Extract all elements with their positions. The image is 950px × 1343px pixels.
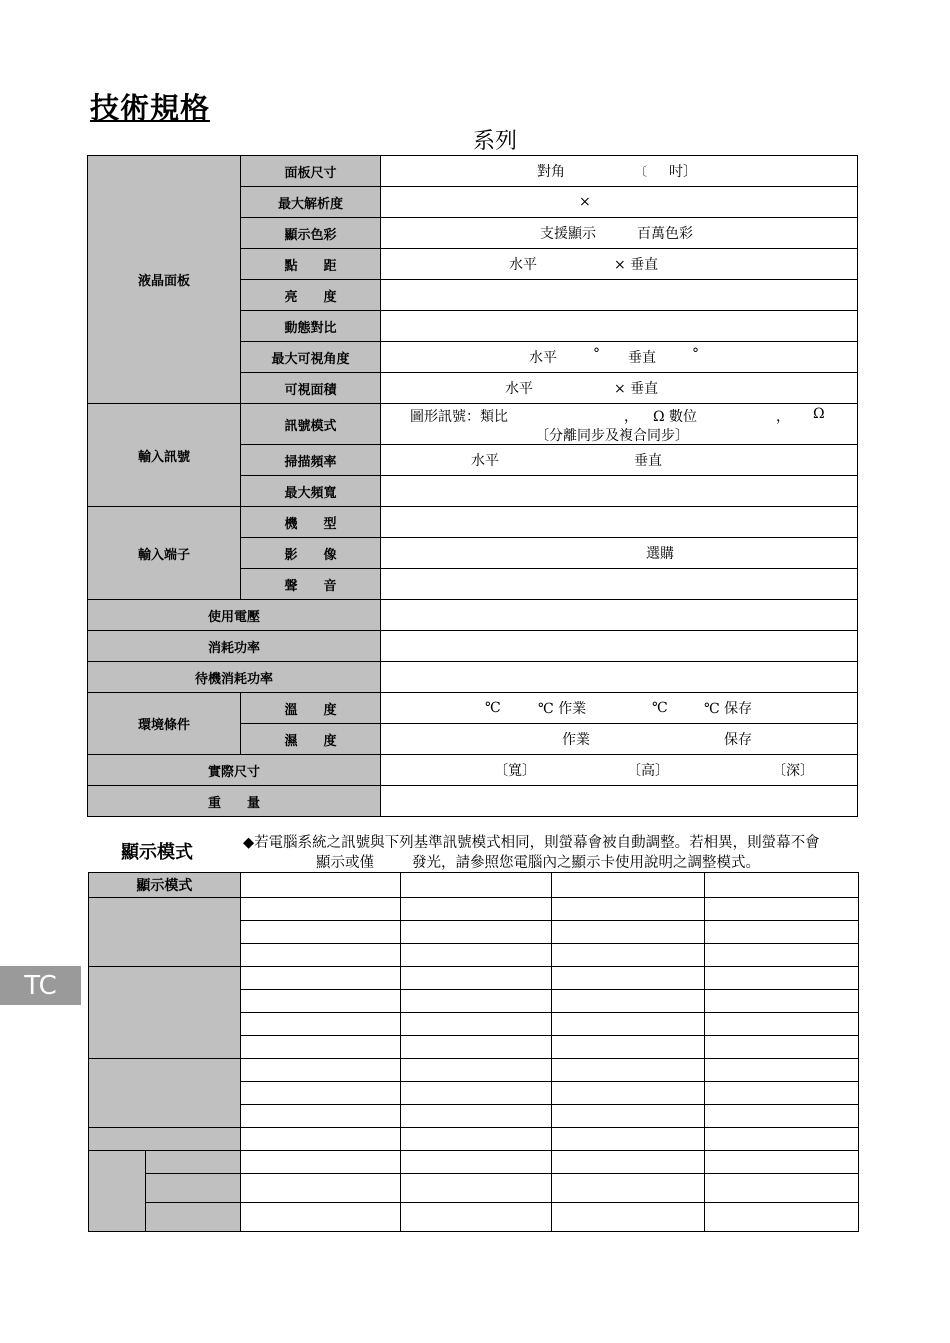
- value-scan-frequency: [381, 445, 858, 476]
- label-display-colors: 顯示色彩: [241, 218, 381, 249]
- value-signal-mode: [381, 404, 858, 445]
- table-cell: [705, 1151, 859, 1174]
- table-cell: [705, 898, 859, 921]
- table-cell: [552, 873, 705, 898]
- display-mode-title: 顯示模式: [121, 842, 193, 863]
- value-panel-size: [381, 156, 858, 187]
- label-viewing-angle: 最大可視角度: [241, 342, 381, 373]
- text: 垂直: [634, 453, 662, 469]
- value-display-colors: [381, 218, 858, 249]
- table-cell: [552, 967, 705, 990]
- table-cell: [705, 1128, 859, 1151]
- table-cell: [705, 944, 859, 967]
- label-model: 機 型: [241, 507, 381, 538]
- text: Ω: [813, 406, 825, 422]
- table-cell: [400, 967, 552, 990]
- table-cell: [705, 873, 859, 898]
- value-temperature: [381, 693, 858, 724]
- text: 支援顯示: [540, 226, 596, 242]
- text: 對角: [537, 164, 565, 180]
- table-cell: [240, 1151, 400, 1174]
- table-cell: [240, 1128, 400, 1151]
- table-cell: [400, 1151, 552, 1174]
- group-cell: [145, 1174, 240, 1203]
- text: 水平: [529, 350, 557, 366]
- table-cell: [552, 1174, 705, 1203]
- group-cell: [89, 1059, 241, 1128]
- table-cell: [705, 990, 859, 1013]
- group-cell: [145, 1203, 240, 1232]
- table-cell: [240, 1174, 400, 1203]
- table-cell: [240, 1082, 400, 1105]
- text: ℃: [652, 700, 668, 716]
- label-humidity: 濕 度: [241, 724, 381, 755]
- table-cell: [552, 944, 705, 967]
- value-video: [381, 538, 858, 569]
- text: 保存: [724, 732, 752, 748]
- table-cell: [400, 898, 552, 921]
- table-cell: [400, 1059, 552, 1082]
- value-viewable-area: [381, 373, 858, 404]
- text: 吋〕: [669, 164, 697, 180]
- table-cell: [240, 1059, 400, 1082]
- table-cell: [240, 1013, 400, 1036]
- text: ，: [624, 409, 638, 425]
- table-cell: [552, 1059, 705, 1082]
- group-input-terminal: 輸入端子: [88, 507, 241, 600]
- label-pixel-pitch: 點 距: [241, 249, 381, 280]
- table-cell: [400, 921, 552, 944]
- label-temperature: 溫 度: [241, 693, 381, 724]
- label-max-resolution: 最大解析度: [241, 187, 381, 218]
- value-power-consumption: [381, 631, 858, 662]
- table-cell: [400, 1036, 552, 1059]
- table-cell: [240, 1203, 400, 1232]
- text: ℃: [485, 700, 501, 716]
- text: 圖形訊號：類比: [410, 409, 508, 425]
- table-cell: [705, 1036, 859, 1059]
- text: 垂直: [628, 350, 656, 366]
- table-cell: [400, 1082, 552, 1105]
- label-dimensions: 實際尺寸: [88, 755, 381, 786]
- value-model: [381, 507, 858, 538]
- text: °: [692, 346, 699, 362]
- value-standby-power: [381, 662, 858, 693]
- value-dimensions: [381, 755, 858, 786]
- label-max-bandwidth: 最大頻寬: [241, 476, 381, 507]
- label-panel-size: 面板尺寸: [241, 156, 381, 187]
- text: 〔高〕: [627, 763, 669, 779]
- label-video: 影 像: [241, 538, 381, 569]
- language-tab-tc: TC: [0, 966, 81, 1005]
- table-cell: [705, 1174, 859, 1203]
- label-power-consumption: 消耗功率: [88, 631, 381, 662]
- value-audio: [381, 569, 858, 600]
- value-max-bandwidth: [381, 476, 858, 507]
- label-signal-mode: 訊號模式: [241, 404, 381, 445]
- text: 百萬色彩: [637, 226, 693, 242]
- label-weight: 重 量: [88, 786, 381, 817]
- table-cell: [552, 1105, 705, 1128]
- table-cell: [705, 1059, 859, 1082]
- text: × 垂直: [614, 257, 659, 273]
- text: ，: [776, 409, 790, 425]
- text: 〔分離同步及複合同步〕: [535, 428, 689, 444]
- text: 水平: [509, 257, 537, 273]
- display-mode-note-line1: ◆若電腦系統之訊號與下列基準訊號模式相同，則螢幕會被自動調整。若相異，則螢幕不會: [243, 835, 820, 851]
- table-cell: [552, 1013, 705, 1036]
- text: 水平: [505, 381, 533, 397]
- group-cell: [89, 898, 241, 967]
- text: 〔深〕: [772, 763, 814, 779]
- value-humidity: [381, 724, 858, 755]
- table-cell: [240, 921, 400, 944]
- table-cell: [240, 967, 400, 990]
- table-cell: [705, 967, 859, 990]
- group-cell: [89, 1128, 241, 1151]
- value-brightness: [381, 280, 858, 311]
- table-cell: [400, 1128, 552, 1151]
- note-part: 發光，請參照您電腦內之顯示卡使用說明之調整模式。: [412, 855, 760, 871]
- table-cell: [552, 990, 705, 1013]
- group-cell: [145, 1151, 240, 1174]
- value-dynamic-contrast: [381, 311, 858, 342]
- text: ℃ 保存: [704, 701, 753, 717]
- table-cell: [240, 944, 400, 967]
- table-cell: [705, 921, 859, 944]
- text: 選購: [646, 546, 674, 562]
- group-environment: 環境條件: [88, 693, 241, 755]
- table-cell: [552, 1036, 705, 1059]
- value-power-supply: [381, 600, 858, 631]
- text: 〔寬〕: [494, 763, 536, 779]
- page-title: 技術規格: [90, 91, 211, 125]
- text: Ω 數位: [653, 409, 698, 425]
- table-cell: [400, 944, 552, 967]
- table-cell: [240, 873, 400, 898]
- label-power-supply: 使用電壓: [88, 600, 381, 631]
- table-cell: [400, 1174, 552, 1203]
- table-cell: [552, 921, 705, 944]
- table-cell: [400, 873, 552, 898]
- display-mode-note-line2: [316, 851, 760, 872]
- table-cell: [552, 1128, 705, 1151]
- label-dynamic-contrast: 動態對比: [241, 311, 381, 342]
- label-brightness: 亮 度: [241, 280, 381, 311]
- display-mode-header: 顯示模式: [89, 873, 241, 898]
- text: °: [593, 346, 600, 362]
- table-cell: [705, 1203, 859, 1232]
- text: × 垂直: [614, 381, 659, 397]
- table-cell: [552, 1203, 705, 1232]
- label-scan-frequency: 掃描頻率: [241, 445, 381, 476]
- table-cell: [240, 990, 400, 1013]
- display-mode-table: [88, 872, 859, 1232]
- table-cell: [705, 1082, 859, 1105]
- series-title: 系列: [472, 129, 517, 154]
- table-cell: [400, 1105, 552, 1128]
- table-cell: [400, 1013, 552, 1036]
- label-standby-power: 待機消耗功率: [88, 662, 381, 693]
- table-cell: [552, 1082, 705, 1105]
- text: 水平: [471, 453, 499, 469]
- text: 作業: [562, 732, 590, 748]
- table-cell: [400, 990, 552, 1013]
- value-pixel-pitch: [381, 249, 858, 280]
- note-part: 顯示或僅: [316, 855, 374, 871]
- table-cell: [240, 1105, 400, 1128]
- group-lcd-panel: 液晶面板: [88, 156, 241, 404]
- table-cell: [705, 1013, 859, 1036]
- value-weight: [381, 786, 858, 817]
- group-cell: [89, 967, 241, 1059]
- group-input-signal: 輸入訊號: [88, 404, 241, 507]
- table-cell: [240, 1036, 400, 1059]
- label-audio: 聲 音: [241, 569, 381, 600]
- table-cell: [705, 1105, 859, 1128]
- text: ×: [579, 194, 591, 210]
- value-max-resolution: [381, 187, 858, 218]
- spec-table: [87, 155, 858, 817]
- text: 〔: [635, 164, 648, 179]
- table-cell: [240, 898, 400, 921]
- group-cell: [89, 1151, 146, 1232]
- table-cell: [552, 898, 705, 921]
- table-cell: [400, 1203, 552, 1232]
- table-cell: [552, 1151, 705, 1174]
- value-viewing-angle: [381, 342, 858, 373]
- label-viewable-area: 可視面積: [241, 373, 381, 404]
- text: ℃ 作業: [538, 701, 587, 717]
